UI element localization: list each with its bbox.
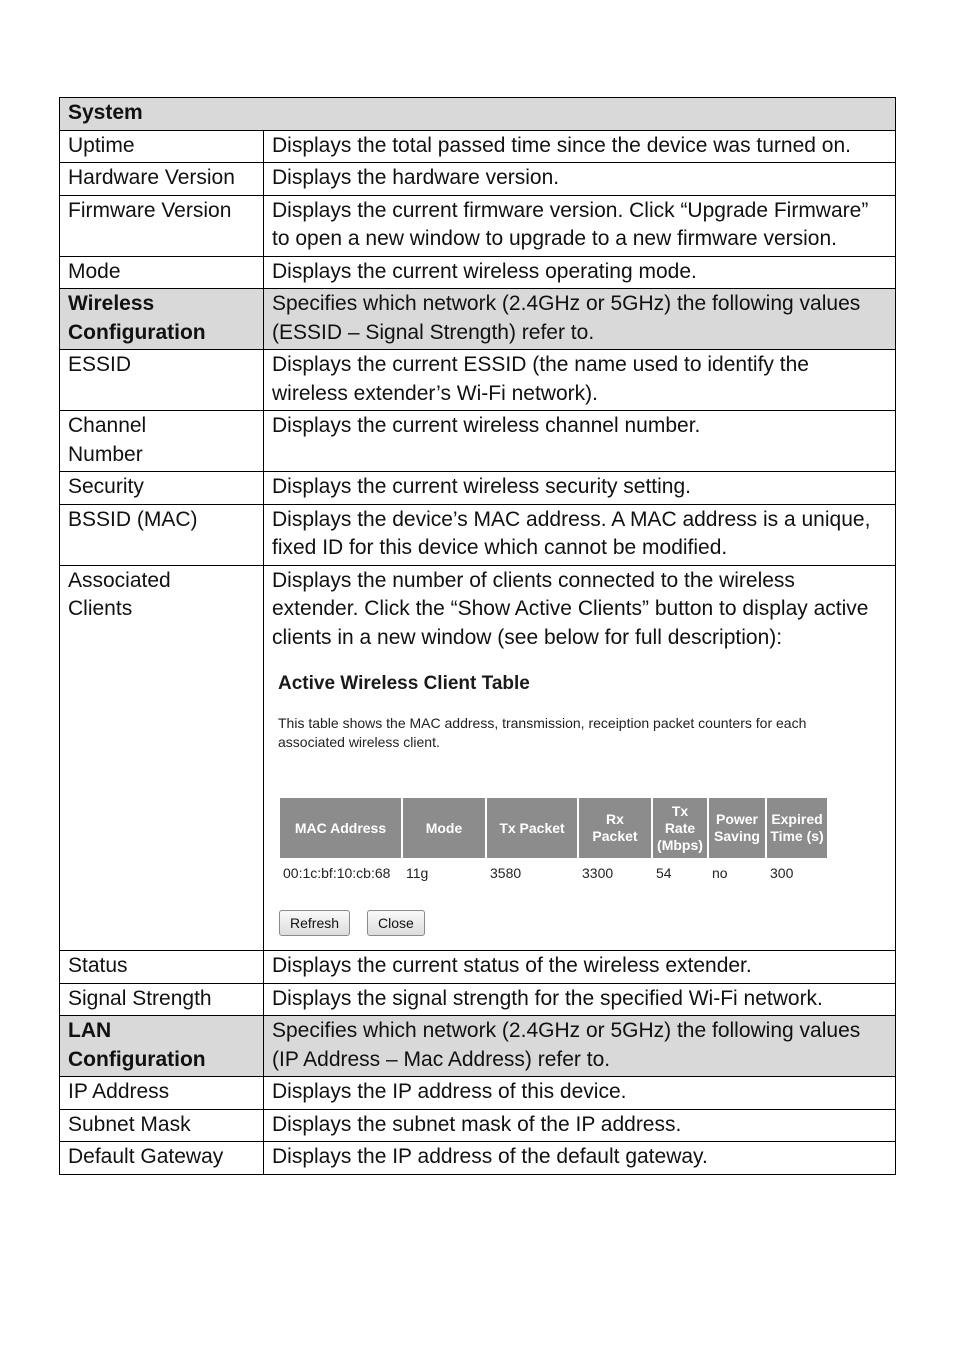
section-description: Specifies which network (2.4GHz or 5GHz) the following values (IP Address – Mac Address) refer to. [264,1016,896,1077]
client-table [278,796,829,884]
field-description: Displays the current wireless security setting. [264,472,896,505]
field-name: Firmware Version [60,195,264,256]
table-row [60,350,896,411]
table-row [60,195,896,256]
section-title: Wireless Configuration [60,289,264,350]
field-description: Displays the current wireless operating mode. [264,256,896,289]
field-description: Displays the IP address of this device. [264,1077,896,1110]
table-row [60,565,896,951]
field-name: IP Address [60,1077,264,1110]
status-description-table [59,97,896,1175]
field-name: Default Gateway [60,1142,264,1175]
client-cell: 54 [656,865,672,881]
column-header: Mode [403,798,485,858]
client-cell: 11g [406,865,429,881]
field-name: Uptime [60,130,264,163]
field-description: Displays the current ESSID (the name used to identify the wireless extender’s Wi-Fi network). [264,350,896,411]
field-name [60,411,264,472]
field-description: Displays the IP address of the default gateway. [264,1142,896,1175]
column-header: Tx Rate (Mbps) [653,798,707,858]
field-name: Security [60,472,264,505]
field-description: Displays the hardware version. [264,163,896,196]
table-row [60,411,896,472]
field-name: Signal Strength [60,983,264,1016]
table-row [60,130,896,163]
table-row [60,1109,896,1142]
field-name: BSSID (MAC) [60,504,264,565]
field-name: ESSID [60,350,264,411]
field-description: Displays the current firmware version. Click “Upgrade Firmware” to open a new window to upgrade to a new firmware version. [264,195,896,256]
section-description: Specifies which network (2.4GHz or 5GHz) the following values (ESSID – Signal Strength) refer to. [264,289,896,350]
client-table-header [280,798,827,858]
column-header: Rx Packet [579,798,651,858]
client-cell: no [712,865,728,881]
field-description: Displays the current wireless channel number. [264,411,896,472]
section-title [60,1016,264,1077]
screenshot-title: Active Wireless Client Table [278,673,530,694]
close-button[interactable]: Close [367,910,425,936]
client-cell: 3300 [582,865,614,881]
table-row [60,504,896,565]
client-cell: 300 [770,865,794,881]
column-header: Expired Time (s) [767,798,827,858]
field-name [60,565,264,951]
table-row [60,951,896,984]
table-row [60,256,896,289]
table-row [60,163,896,196]
section-title-text: LAN Configuration [68,1019,206,1071]
active-client-table-screenshot [278,672,878,936]
column-header: Power Saving [709,798,765,858]
table-row [60,1142,896,1175]
section-header-wireless [60,289,896,350]
section-title: System [60,98,896,131]
column-header: MAC Address [280,798,401,858]
table-row [60,983,896,1016]
field-name: Status [60,951,264,984]
section-header-system [60,98,896,131]
field-name: Subnet Mask [60,1109,264,1142]
field-name-text: Associated Clients [68,568,171,620]
screenshot-buttons [279,910,878,936]
table-row [60,472,896,505]
client-cell: 3580 [490,865,522,881]
table-row [60,1077,896,1110]
field-description: Displays the subnet mask of the IP address. [264,1109,896,1142]
section-header-lan [60,1016,896,1077]
refresh-button[interactable]: Refresh [279,910,350,936]
field-description: Displays the signal strength for the specified Wi-Fi network. [264,983,896,1016]
field-description: Displays the device’s MAC address. A MAC address is a unique, fixed ID for this device which cannot be modified. [264,504,896,565]
field-description [264,565,896,951]
screenshot-description: This table shows the MAC address, transmission, receiption packet counters for each associated wireless client. [278,715,807,750]
field-name: Hardware Version [60,163,264,196]
client-cell: 00:1c:bf:10:cb:68 [283,865,391,881]
client-table-row [280,860,827,882]
associated-clients-description: Displays the number of clients connected to the wireless extender. Click the “Show Active Clients” button to display active clients in a new window (see below for full description): [272,568,869,649]
field-description: Displays the current status of the wireless extender. [264,951,896,984]
field-name-text: Channel Number [68,414,147,466]
field-name: Mode [60,256,264,289]
column-header: Tx Packet [487,798,577,858]
field-description: Displays the total passed time since the device was turned on. [264,130,896,163]
